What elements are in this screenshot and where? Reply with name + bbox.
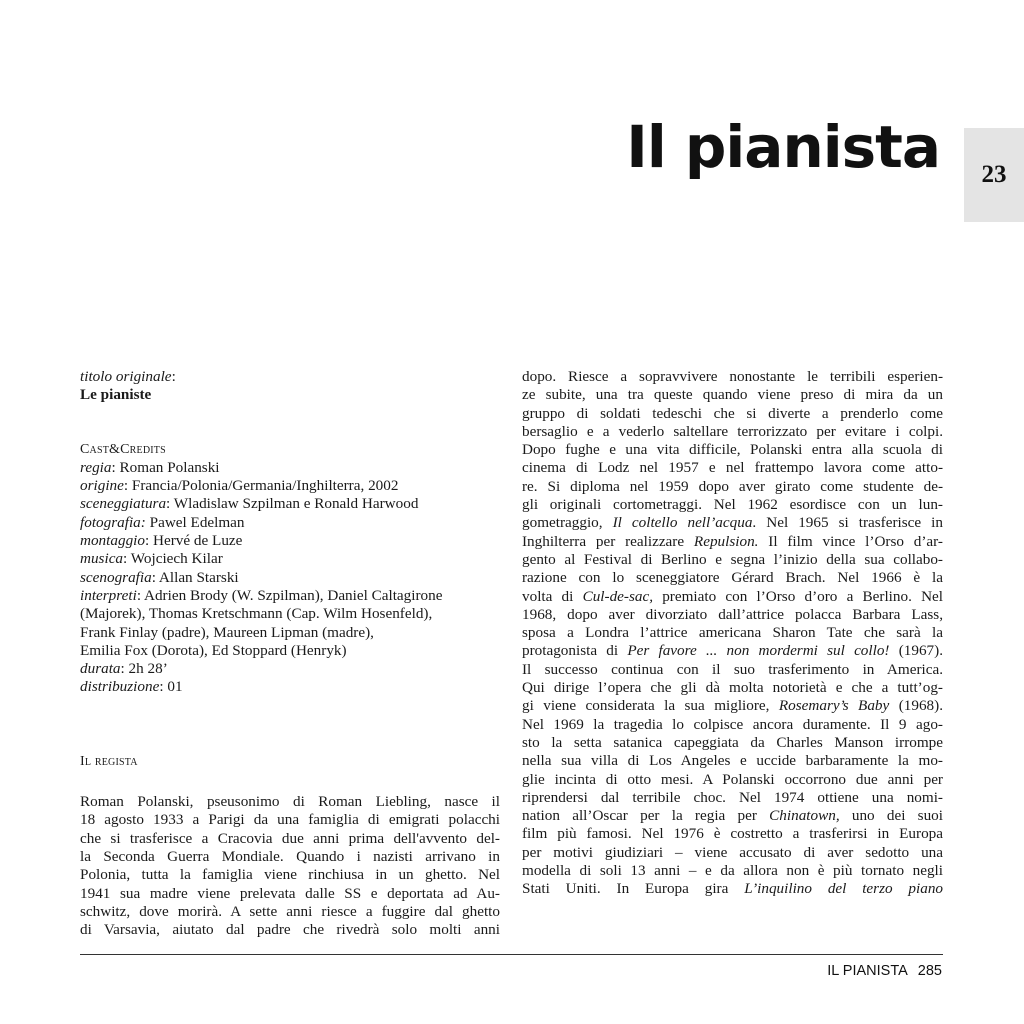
body-line: razione con lo sceneggiatore Gérard Brach. Nel 1966 è la <box>522 569 943 587</box>
running-footer <box>827 963 942 979</box>
spacer <box>80 771 500 793</box>
body-line: sto la setta satanica capeggiata da Charles Manson irrompe <box>522 733 943 751</box>
chapter-number: 23 <box>981 161 1007 188</box>
body-line: cinema di Lodz nel 1957 e nel frattempo lavora come atto- <box>522 459 943 477</box>
interpreti-line: Emilia Fox (Dorota), Ed Stoppard (Henryk) <box>80 641 347 659</box>
body-line: Inghilterra per realizzare Repulsion. Il film vince l’Orso d’ar- <box>522 532 943 550</box>
regista-line: Polonia, tutta la famiglia viene rinchiusa in un ghetto. Nel <box>80 866 500 884</box>
regista-line: 18 agosto 1933 a Parigi da una famiglia di emigrati polacchi <box>80 811 500 829</box>
body-line: sposa a Londra l’attrice americana Sharon Tate che sarà la <box>522 624 943 642</box>
original-title-label: titolo originale <box>80 368 172 385</box>
body-line: Dopo fughe e una vita difficile, Polanski entra alla scuola di <box>522 441 943 459</box>
distribuzione-line: distribuzione: 01 <box>80 678 183 696</box>
regista-heading: Il regista <box>80 753 138 769</box>
running-title: IL PIANISTA <box>827 963 908 979</box>
page-title: Il pianista <box>626 113 940 181</box>
film-title: Per favore ... non mordermi sul collo! <box>627 642 890 660</box>
interpreti-line: Frank Finlay (padre), Maureen Lipman (madre), <box>80 623 374 641</box>
body-line: gento al Festival di Berlino e segna l’inizio della sua collabo- <box>522 550 943 568</box>
body-line: bersaglio e a vederlo saltellare terrorizzato per evitare i colpi. <box>522 422 943 440</box>
body-line: 1968, dopo aver divorziato dall’attrice polacca Barbara Lass, <box>522 605 943 623</box>
body-line: re. Si diploma nel 1959 dopo aver girato come studente de- <box>522 477 943 495</box>
body-line: volta di Cul-de-sac, premiato con l’Orso d’oro a Berlino. Nel <box>522 587 943 605</box>
durata-line: durata: 2h 28’ <box>80 660 168 678</box>
regista-line: di Varsavia, aiutato dal padre che rivedrà solo molti anni <box>80 921 500 939</box>
film-title: L’inquilino del terzo piano <box>744 880 944 898</box>
credit-line: fotografia: Pawel Edelman <box>80 513 245 531</box>
credit-line: regia: Roman Polanski <box>80 458 220 476</box>
body-line: gometraggio, Il coltello nell’acqua. Nel 1965 si trasferisce in <box>522 514 943 532</box>
body-line: gli originali cortometraggi. Nel 1962 esordisce con un lun- <box>522 496 943 514</box>
film-title: Rosemary’s Baby <box>778 697 890 715</box>
body-line: glie incinta di otto mesi. A Polanski occorrono due anni per <box>522 770 943 788</box>
regista-line: Roman Polanski, pseusonimo di Roman Liebling, nasce il <box>80 793 500 811</box>
regista-line: la Seconda Guerra Mondiale. Quando i nazisti arrivano in <box>80 847 500 865</box>
original-title-line: titolo originale: <box>80 368 176 385</box>
page-number: 285 <box>917 963 942 979</box>
body-line: gruppo di soldati tedeschi che si diverte a prenderlo come <box>522 404 943 422</box>
interpreti-line: interpreti: Adrien Brody (W. Szpilman), Daniel Caltagirone <box>80 586 443 604</box>
body-line: Stati Uniti. In Europa gira L’inquilino del terzo piano <box>522 880 944 898</box>
footer-rule <box>80 954 943 955</box>
credit-line: origine: Francia/Polonia/Germania/Inghilterra, 2002 <box>80 477 399 495</box>
body-line: Nel 1969 la tragedia lo colpisce ancora duramente. Il 9 ago- <box>522 715 943 733</box>
body-line: per motivi giudiziari – viene accusato di aver sedotto una <box>522 843 943 861</box>
cast-credits-heading: Cast&Credits <box>80 441 166 457</box>
body-line: nation all’Oscar per la regia per Chinatown, uno dei suoi <box>522 807 943 825</box>
original-title-value: Le pianiste <box>80 386 152 404</box>
body-line: dopo. Riesce a sopravvivere nonostante le terribili esperien- <box>522 368 943 385</box>
body-line: nella sua villa di Los Angeles e uccide barbaramente la mo- <box>522 752 943 770</box>
body-line: Qui dirige l’opera che gli dà molta notorietà e che a tutt’og- <box>522 679 943 697</box>
credit-line: musica: Wojciech Kilar <box>80 550 223 568</box>
regista-line: 1941 sua madre viene prelevata dalle SS e deportata ad Au- <box>80 884 500 902</box>
film-title: Il coltello nell’acqua <box>612 514 753 532</box>
regista-line: che si trasferisce a Cracovia due anni prima dell'avvento del- <box>80 829 500 847</box>
body-line: modella di soli 13 anni – e da allora non è più tornato negli <box>522 862 943 880</box>
spacer <box>80 405 500 441</box>
credit-line: montaggio: Hervé de Luze <box>80 532 243 550</box>
body-line: riprendersi dal terribile choc. Nel 1974 ottiene una nomi- <box>522 788 943 806</box>
body-line: gi viene considerata la sua migliore, Rosemary’s Baby (1968). <box>522 697 943 715</box>
body-line: film più famosi. Nel 1976 è costretto a trasferirsi in Europa <box>522 825 943 843</box>
body-line: Il successo continua con il suo trasferimento in America. <box>522 660 943 678</box>
film-info-column <box>80 368 500 939</box>
regista-line: schwitz, dove morirà. A sette anni riesce a fuggire dal ghetto <box>80 902 500 920</box>
interpreti-line: (Majorek), Thomas Kretschmann (Cap. Wilm Hosenfeld), <box>80 605 433 623</box>
film-title: Cul-de-sac, <box>582 587 654 605</box>
spacer <box>80 697 500 753</box>
film-title: Repulsion. <box>693 532 759 550</box>
credit-line: sceneggiatura: Wladislaw Szpilman e Ronald Harwood <box>80 495 419 513</box>
body-line: ze subite, una tra queste quando viene preso di mira da un <box>522 386 943 404</box>
body-line: protagonista di Per favore ... non mordermi sul collo! (1967). <box>522 642 944 660</box>
chapter-tab <box>964 128 1024 222</box>
film-title: Chinatown, <box>769 807 840 825</box>
credit-line: scenografia: Allan Starski <box>80 568 239 586</box>
biography-column <box>522 368 943 899</box>
